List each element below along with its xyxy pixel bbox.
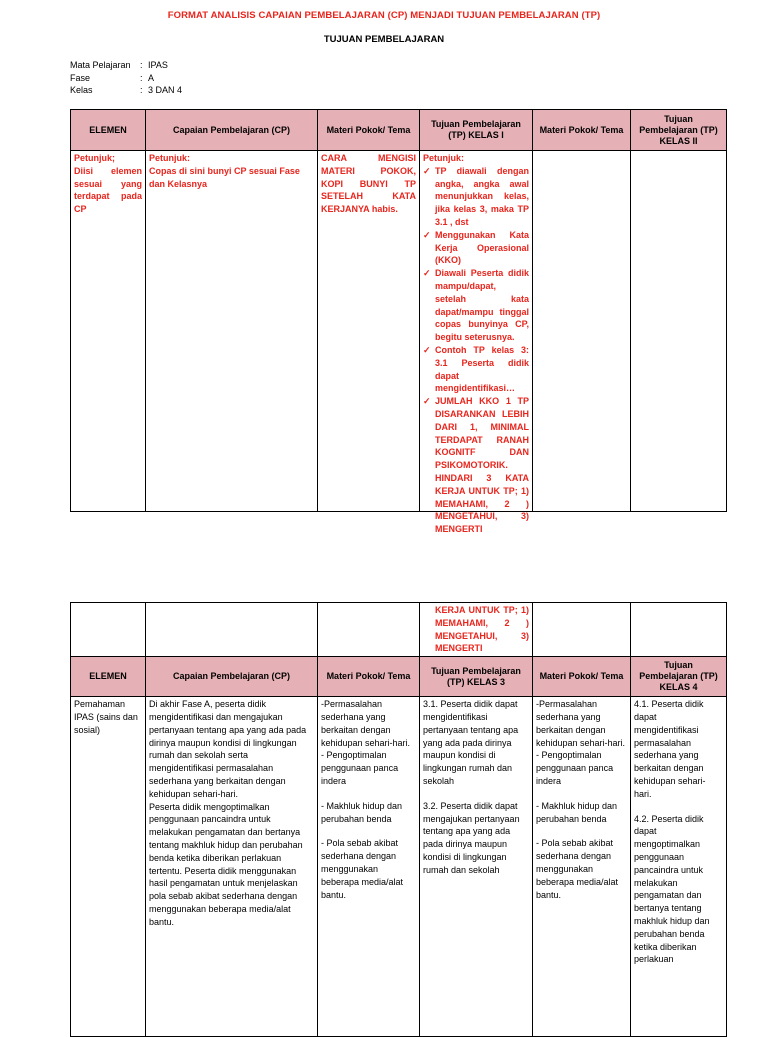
meta-value: 3 DAN 4 [148,85,183,95]
list-item: ✓ JUMLAH KKO 1 TP DISARANKAN LEBIH DARI 1, MINIMAL TERDAPAT RANAH KOGNITF DAN PSIKOMOTORIK. HINDARI 3 KATA KERJA UNTUK TP; 1) MEMAHAMI, 2 ) MENGETAHUI, 3) MENGERTI [423,395,529,536]
meta-row-phase [70,72,182,85]
cp-paragraph: Peserta didik mengoptimalkan penggunaan pancaindra untuk melakukan pengamatan dan bertanya tentang makhluk hidup dan perubahan benda ketika diberikan perlakuan tertentu. Peserta didik menggunakan hasil pengamatan untuk menjelaskan pola sebab akibat sederhana dengan menggunakan beberapa media/alat bantu. [149,801,303,927]
column-header: ELEMEN [71,110,146,151]
meta-value: IPAS [148,60,168,70]
continuation-text: KERJA UNTUK TP; 1) MEMAHAMI, 2 ) MENGETAHUI, 3) MENGERTI [420,603,533,657]
column-header: Capaian Pembelajaran (CP) [146,110,318,151]
meta-sep: : [140,72,143,83]
instruction-label: Petunjuk: [149,153,191,163]
column-header: Tujuan Pembelajaran (TP) KELAS 3 [420,657,533,697]
empty-cell [318,603,420,657]
table-header-row [71,657,727,697]
materi-item: - Pengoptimalan penggunaan panca indera [321,750,399,786]
list-item: ✓ Diawali Peserta didik mampu/dapat, setelah kata dapat/mampu tinggal copas bunyinya CP, begitu seterusnya. [423,267,529,344]
tp-cell [631,697,727,1037]
table-row [71,151,727,512]
empty-cell [631,603,727,657]
materi-item: - Pengoptimalan penggunaan panca indera [536,750,614,786]
empty-cell [71,603,146,657]
elemen-cell: Pemahaman IPAS (sains dan sosial) [71,697,146,1037]
column-header: Tujuan Pembelajaran (TP) KELAS II [631,110,727,151]
instruction-label: Petunjuk: [423,153,465,163]
cp-cell [146,151,318,512]
column-header: Materi Pokok/ Tema [318,110,420,151]
materi-cell: CARA MENGISI MATERI POKOK, KOPI BUNYI TP SETELAH KATA KERJANYA habis. [318,151,420,512]
instruction-text: Copas di sini bunyi CP sesuai Fase dan Kelasnya [149,165,300,189]
cp-cell [146,697,318,1037]
tp-item: 3.1. Peserta didik dapat mengidentifikasi pertanyaan tentang apa yang ada pada dirinya maupun kondisi di lingkungan rumah dan sekolah [423,699,519,786]
list-item: ✓ Contoh TP kelas 3: 3.1 Peserta didik dapat mengidentifikasi… [423,344,529,395]
tp-cell [420,151,533,535]
column-header: Materi Pokok/ Tema [533,657,631,697]
materi-item: - Pola sebab akibat sederhana dengan menggunakan beberapa media/alat bantu. [536,838,619,900]
materi-item: - Makhluk hidup dan perubahan benda [536,800,618,824]
tp-cell [420,697,533,1037]
meta-value: A [148,72,155,83]
tp-cell-empty [631,151,727,512]
tp-item: 4.2. Peserta didik dapat mengoptimalkan penggunaan pancaindra untuk melakukan pengamatan dan bertanya tentang makhluk hidup dan perubahan benda ketika diberikan perlakuan [634,813,710,965]
list-item: ✓ TP diawali dengan angka, angka awal menunjukkan kelas, jika kelas 3, maka TP 3.1 , dst [423,165,529,229]
column-header: Tujuan Pembelajaran (TP) KELAS I [420,110,533,151]
analysis-table-kelas-3-4 [70,602,727,1037]
column-header: Materi Pokok/ Tema [533,110,631,151]
meta-row-subject [70,59,182,72]
materi-item: - Pola sebab akibat sederhana dengan menggunakan beberapa media/alat bantu. [321,838,404,900]
instruction-text: Diisi elemen sesuai yang terdapat pada CP [74,165,142,215]
materi-cell [318,697,420,1037]
table-header-row [71,110,727,151]
materi-item: -Permasalahan sederhana yang berkaitan dengan kehidupan sehari-hari. [321,699,411,748]
empty-cell [533,603,631,657]
column-header: Tujuan Pembelajaran (TP) KELAS 4 [631,657,727,697]
column-header: Capaian Pembelajaran (CP) [146,657,318,697]
list-item: ✓ Menggunakan Kata Kerja Operasional (KKO) [423,229,529,267]
meta-sep: : [140,85,143,95]
materi-cell [533,697,631,1037]
meta-row-class [70,84,182,97]
table-row [71,697,727,1037]
tp-item: 4.1. Peserta didik dapat mengidentifikasi permasalahan sederhana yang berkaitan dengan kehidupan sehari-hari. [634,699,706,799]
continuation-row [71,603,727,657]
document-title: FORMAT ANALISIS CAPAIAN PEMBELAJARAN (CP) MENJADI TUJUAN PEMBELAJARAN (TP) [167,10,601,21]
meta-sep: : [140,60,143,70]
instruction-label: Petunjuk; [74,153,116,163]
cp-paragraph: Di akhir Fase A, peserta didik mengidentifikasi dan mengajukan pertanyaan tentang apa yang ada pada dirinya maupun kondisi di lingkungan rumah dan sekolah serta mengidentifikasi permasalahan sederhana yang berkaitan dengan kehidupan sehari-hari. [149,699,307,799]
column-header: ELEMEN [71,657,146,697]
meta-key: Kelas [70,85,93,95]
instruction-list [423,165,529,536]
column-header: Materi Pokok/ Tema [318,657,420,697]
tp-item: 3.2. Peserta didik dapat mengajukan pertanyaan tentang apa yang ada pada dirinya maupun kondisi di lingkungan rumah dan sekolah [423,800,520,875]
materi-item: - Makhluk hidup dan perubahan benda [321,800,403,824]
empty-cell [146,603,318,657]
materi-cell-empty [533,151,631,512]
meta-info [70,59,182,97]
document-subtitle: TUJUAN PEMBELAJARAN [323,34,445,45]
elemen-cell [71,151,146,512]
meta-key: Fase [70,72,91,83]
meta-key: Mata Pelajaran [70,60,131,70]
analysis-table-kelas-1-2 [70,109,727,535]
materi-item: -Permasalahan sederhana yang berkaitan dengan kehidupan sehari-hari. [536,699,626,748]
